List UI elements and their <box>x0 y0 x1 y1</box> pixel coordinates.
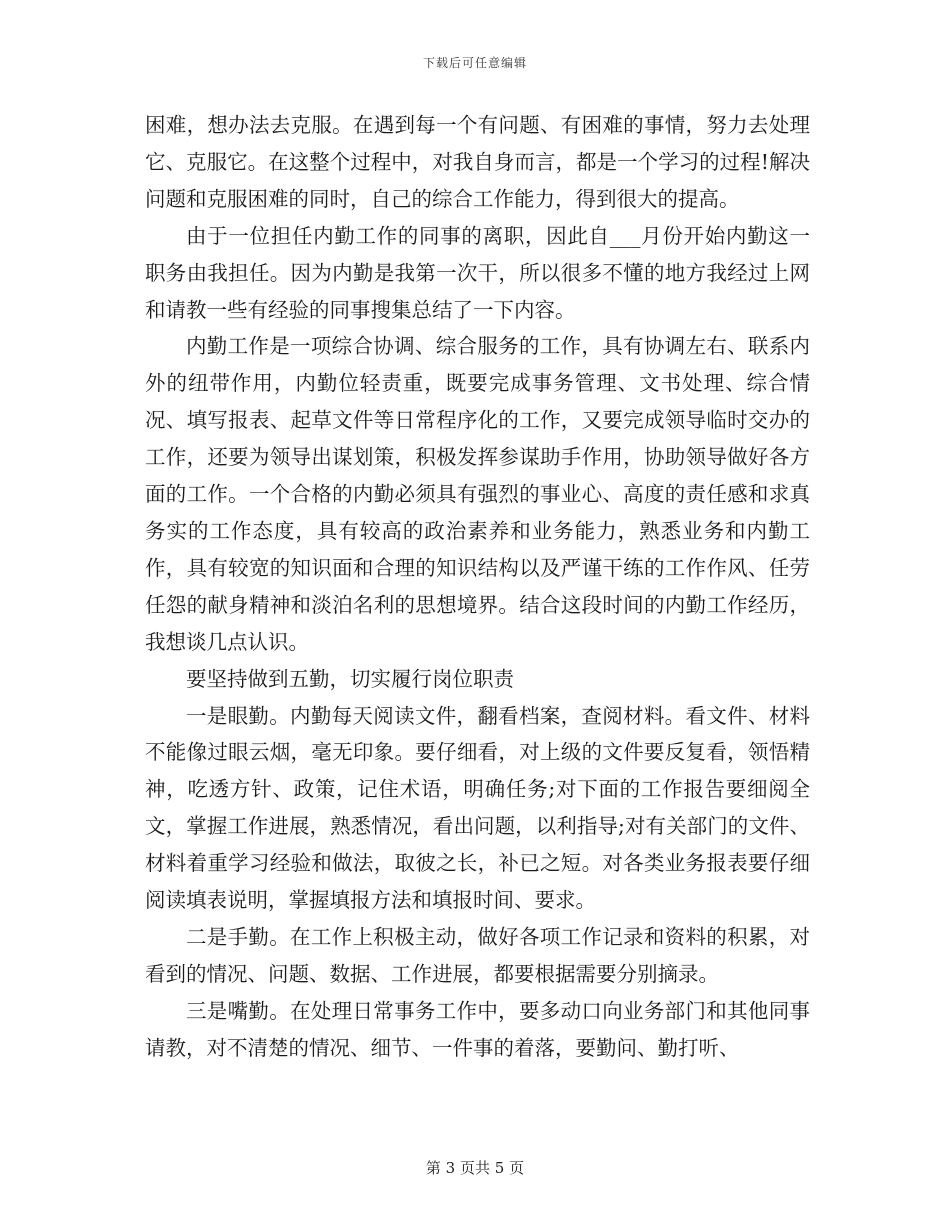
section-heading: 要坚持做到五勤，切实履行岗位职责 <box>186 666 514 691</box>
paragraph: 内勤工作是一项综合协调、综合服务的工作，具有协调左右、联系内外的纽带作用，内勤位轻责重，既要完成事务管理、文书处理、综合情况、填写报表、起草文件等日常程序化的工作，又要完成领导临时交办的工作，还要为领导出谋划策，积极发挥参谋助手作用，协助领导做好各方面的工作。一个合格的内勤必须具有强烈的事业心、高度的责任感和求真务实的工作态度，具有较高的政治素养和业务能力，熟悉业务和内勤工作，具有较宽的知识面和合理的知识结构以及严谨干练的工作作风、任劳任怨的献身精神和淡泊名利的思想境界。结合这段时间的内勤工作经历，我想谈几点认识。 <box>145 334 810 654</box>
paragraph: 由于一位担任内勤工作的同事的离职，因此自___月份开始内勤这一职务由我担任。因为内勤是我第一次干，所以很多不懂的地方我经过上网和请教一些有经验的同事搜集总结了一下内容。 <box>145 223 810 322</box>
paragraph: 二是手勤。在工作上积极主动，做好各项工作记录和资料的积累，对看到的情况、问题、数据、工作进展，都要根据需要分别摘录。 <box>145 924 810 986</box>
page-header: 下载后可任意编辑 <box>422 56 527 70</box>
paragraph: 三是嘴勤。在处理日常事务工作中，要多动口向业务部门和其他同事请教，对不清楚的情况、细节、一件事的着落，要勤问、勤打听、 <box>145 998 810 1060</box>
paragraph: 一是眼勤。内勤每天阅读文件，翻看档案，查阅材料。看文件、材料不能像过眼云烟，毫无印象。要仔细看，对上级的文件要反复看，领悟精神，吃透方针、政策，记住术语，明确任务;对下面的工作报告要细阅全文，掌握工作进展，熟悉情况，看出问题，以利指导;对有关部门的文件、材料着重学习经验和做法，取彼之长，补已之短。对各类业务报表要仔细阅读填表说明，掌握填报方法和填报时间、要求。 <box>145 703 810 913</box>
body-text <box>145 107 810 1067</box>
paragraph: 困难，想办法去克服。在遇到每一个有问题、有困难的事情，努力去处理它、克服它。在这整个过程中，对我自身而言，都是一个学习的过程!解决问题和克服困难的同时，自己的综合工作能力，得到很大的提高。 <box>145 113 810 211</box>
page-footer: 第 3 页共 5 页 <box>425 1159 525 1177</box>
